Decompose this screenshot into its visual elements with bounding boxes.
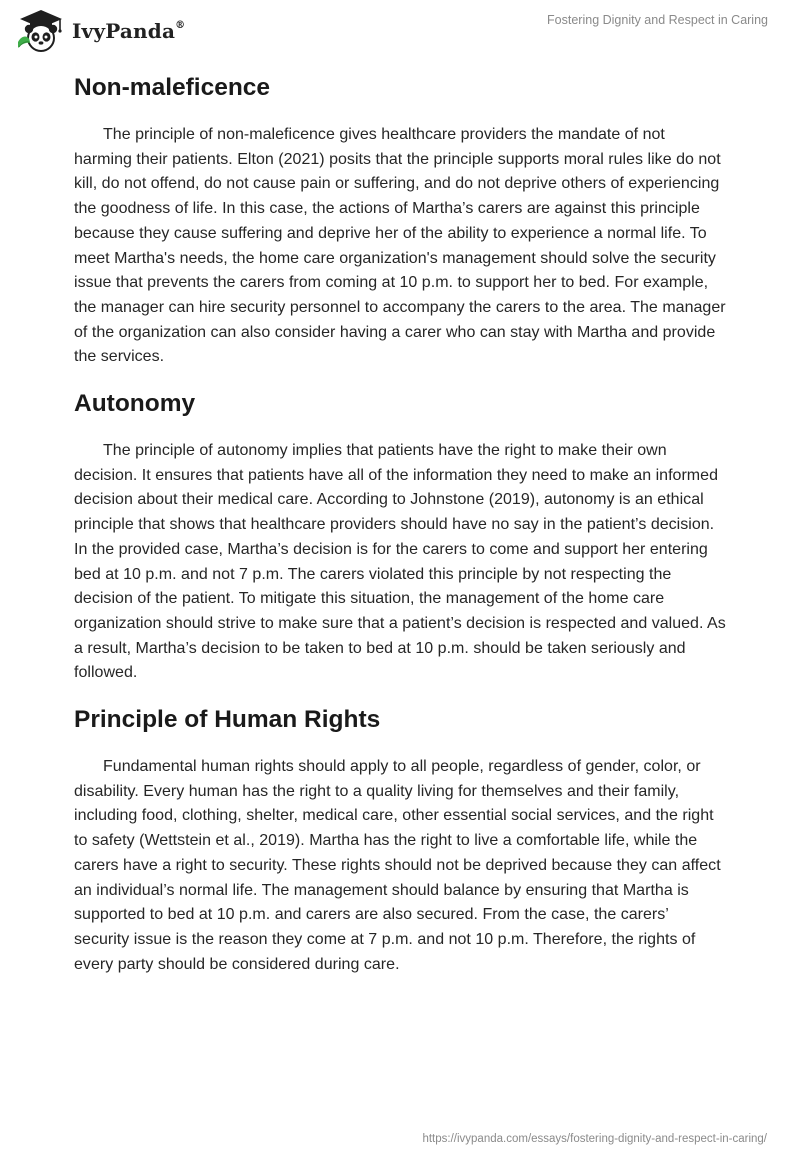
section-heading: Non-maleficence — [74, 74, 271, 101]
section-non-maleficence — [74, 70, 726, 370]
panda-graduate-icon — [16, 8, 66, 54]
document-title: Fostering Dignity and Respect in Caring — [547, 13, 768, 27]
page-header — [0, 0, 800, 64]
section-paragraph: Fundamental human rights should apply to all people, regardless of gender, color, or disability. Every human has the right to a quality living for themselves and their family, including food, clothing, shelter, medical care, other essential social services, and the right to safety (Wettstein et al., 2019). Martha has the right to live a comfortable life, while the carers have a right to security. These rights should not be deprived because they can affect an individual’s normal life. The management should balance by ensuring that Martha is supported to bed at 10 p.m. and carers are also secured. From the case, the carers’ security issue is the reason they come at 7 p.m. and not 10 p.m. Therefore, the rights of every party should be considered during care. — [74, 758, 721, 973]
brand-name: IvyPanda® — [72, 19, 186, 43]
section-heading: Autonomy — [74, 390, 196, 418]
section-heading: Principle of Human Rights — [74, 706, 381, 734]
essay-body — [74, 70, 726, 977]
section-autonomy — [74, 386, 726, 686]
brand-logo[interactable] — [16, 8, 185, 54]
section-paragraph: The principle of autonomy implies that patients have the right to make their own decision. It ensures that patients have all of the information they need to make an informed decision about their medical care. According to Johnstone (2019), autonomy is an ethical principle that shows that healthcare providers should have no say in the patient’s decision. In the provided case, Martha’s decision is for the carers to come and support her entering bed at 10 p.m. and not 7 p.m. The carers violated this principle by not respecting the decision of the patient. To mitigate this situation, the management of the home care organization should strive to make sure that a patient’s decision is respected and valued. As a result, Martha’s decision to be taken to bed at 10 p.m. should be taken seriously and followed. — [74, 442, 726, 682]
source-url-link[interactable]: https://ivypanda.com/essays/fostering-dignity-and-respect-in-caring/ — [422, 1133, 767, 1145]
section-human-rights — [74, 702, 726, 977]
section-paragraph: The principle of non-maleficence gives healthcare providers the mandate of not harming their patients. Elton (2021) posits that the principle supports moral rules like do not kill, do not offend, do not cause pain or suffering, and do not deprive others of experiencing the goodness of life. In this case, the actions of Martha’s carers are against this principle because they cause suffering and deprive her of the ability to experience a normal life. To meet Martha's needs, the home care organization's management should solve the security issue that prevents the carers from coming at 10 p.m. to support her to bed. For example, the manager can hire security personnel to accompany the carers to the area. The manager of the organization can also consider having a carer who can stay with Martha and provide the services. — [74, 126, 726, 366]
